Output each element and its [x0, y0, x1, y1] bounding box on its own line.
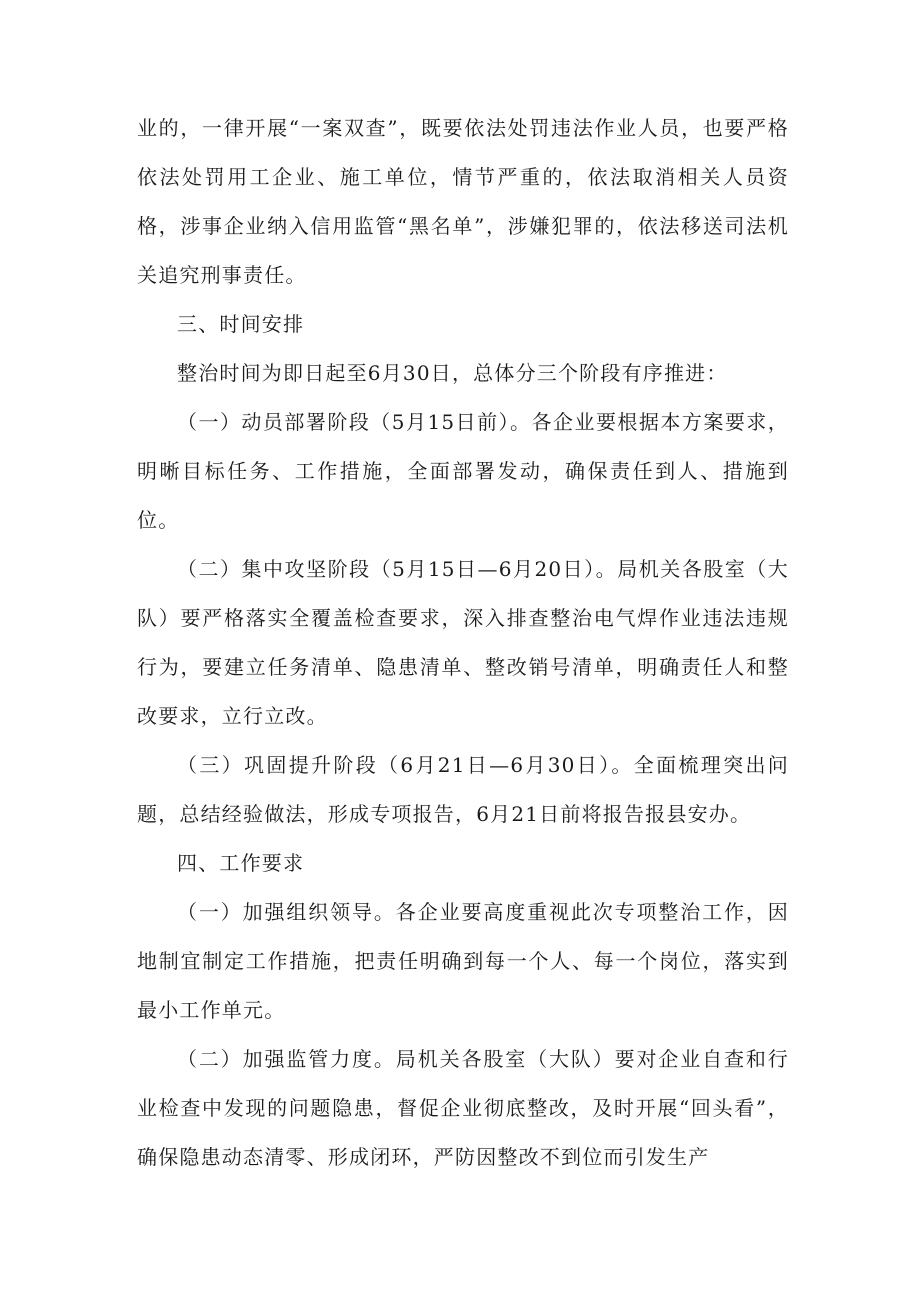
- section-heading-schedule: 三、时间安排: [177, 312, 305, 336]
- continuation-paragraph: 业的，一律开展“一案双查”，既要依法处罚违法作业人员，也要严格依法处罚用工企业、施工单位，情节严重的，依法取消相关人员资格，涉事企业纳入信用监管“黑名单”，涉嫌犯罪的，依法移送司法机关追究刑事责任。: [137, 116, 789, 287]
- paragraph-requirement-2: （二）加强监管力度。局机关各股室（大队）要对企业自查和行业检查中发现的问题隐患，督促企业彻底整改，及时开展“回头看”，确保隐患动态清零、形成闭环，严防因整改不到位而引发生产: [137, 1047, 789, 1169]
- paragraph-schedule-intro: 整治时间为即日起至6月30日，总体分三个阶段有序推进：: [177, 361, 728, 385]
- paragraph-requirement-1: （一）加强组织领导。各企业要高度重视此次专项整治工作，因地制宜制定工作措施，把责任明确到每一个人、每一个岗位，落实到最小工作单元。: [137, 900, 789, 1022]
- document-body: [137, 104, 789, 1182]
- paragraph-phase-1: （一）动员部署阶段（5月15日前）。各企业要根据本方案要求，明晰目标任务、工作措施，全面部署发动，确保责任到人、措施到位。: [137, 410, 789, 532]
- paragraph-phase-2: （二）集中攻坚阶段（5月15日—6月20日）。局机关各股室（大队）要严格落实全覆盖检查要求，深入排查整治电气焊作业违法违规行为，要建立任务清单、隐患清单、整改销号清单，明确责任人和整改要求，立行立改。: [137, 557, 789, 728]
- section-heading-requirements: 四、工作要求: [177, 851, 305, 875]
- paragraph-phase-3: （三）巩固提升阶段（6月21日—6月30日）。全面梳理突出问题，总结经验做法，形成专项报告，6月21日前将报告报县安办。: [137, 753, 789, 826]
